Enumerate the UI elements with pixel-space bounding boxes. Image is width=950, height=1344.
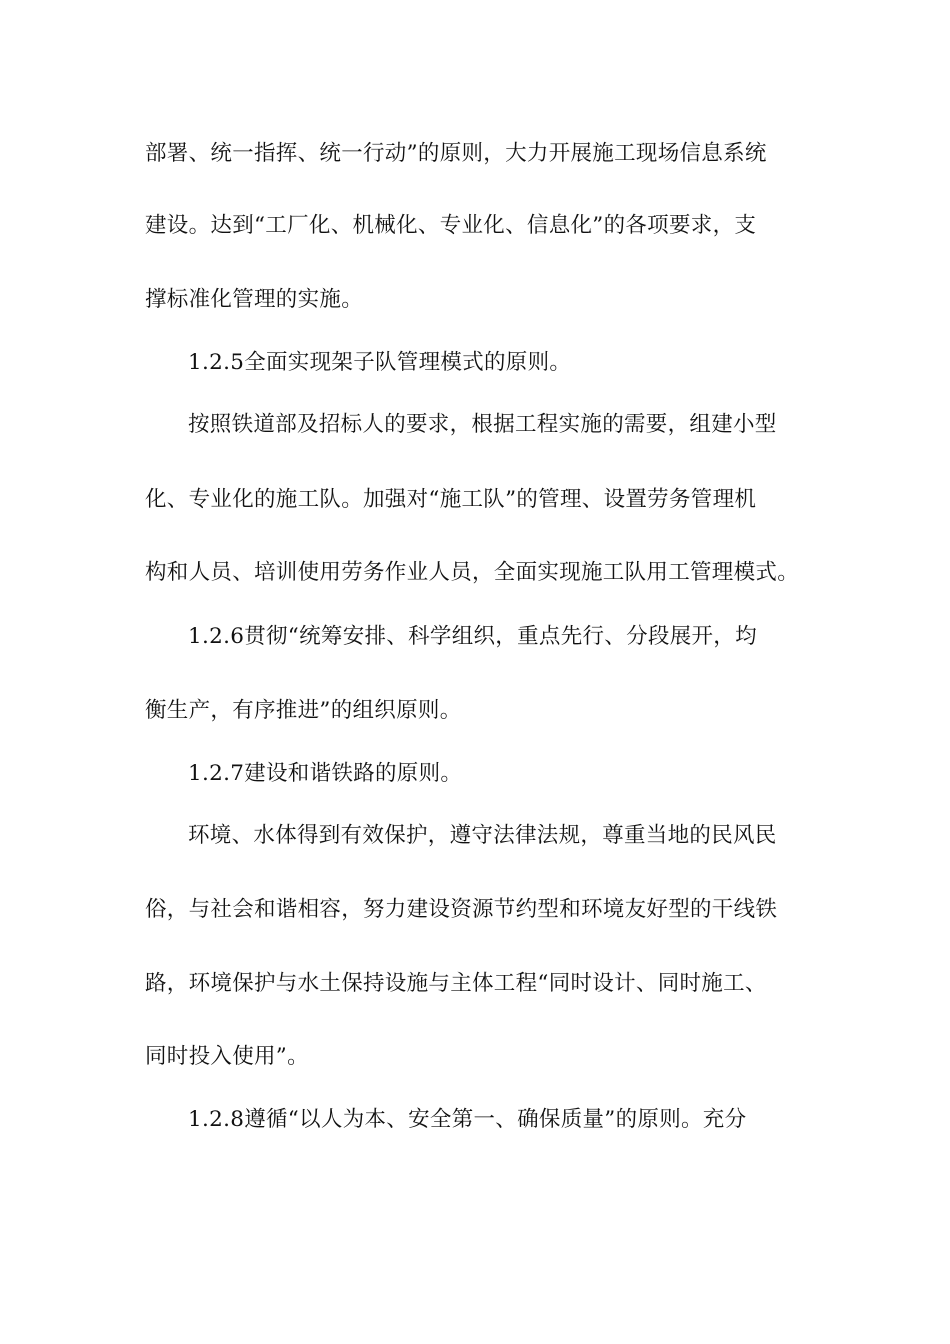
text-line-11: 环境、水体得到有效保护，遵守法律法规，尊重当地的民风民 bbox=[188, 823, 777, 848]
section-heading-1-2-7: 1.2.7建设和谐铁路的原则。 bbox=[188, 761, 463, 786]
text-line-14: 同时投入使用”。 bbox=[145, 1044, 309, 1069]
text-line-13: 路，环境保护与水土保持设施与主体工程“同时设计、同时施工、 bbox=[145, 971, 767, 996]
text-line-7: 构和人员、培训使用劳务作业人员，全面实现施工队用工管理模式。 bbox=[145, 560, 800, 585]
text-line-12: 俗，与社会和谐相容，努力建设资源节约型和环境友好型的干线铁 bbox=[145, 897, 778, 922]
text-line-2: 建设。达到“工厂化、机械化、专业化、信息化”的各项要求，支 bbox=[145, 213, 757, 238]
section-heading-1-2-8: 1.2.8遵循“以人为本、安全第一、确保质量”的原则。充分 bbox=[188, 1107, 747, 1132]
text-line-6: 化、专业化的施工队。加强对“施工队”的管理、设置劳务管理机 bbox=[145, 487, 757, 512]
text-line-5: 按照铁道部及招标人的要求，根据工程实施的需要，组建小型 bbox=[188, 412, 777, 437]
section-heading-1-2-6: 1.2.6贯彻“统筹安排、科学组织，重点先行、分段展开，均 bbox=[188, 624, 757, 649]
section-heading-1-2-5: 1.2.5全面实现架子队管理模式的原则。 bbox=[188, 350, 572, 375]
text-line-9: 衡生产，有序推进”的组织原则。 bbox=[145, 698, 462, 723]
text-line-3: 撑标准化管理的实施。 bbox=[145, 287, 364, 312]
text-line-1: 部署、统一指挥、统一行动”的原则，大力开展施工现场信息系统 bbox=[145, 141, 767, 166]
